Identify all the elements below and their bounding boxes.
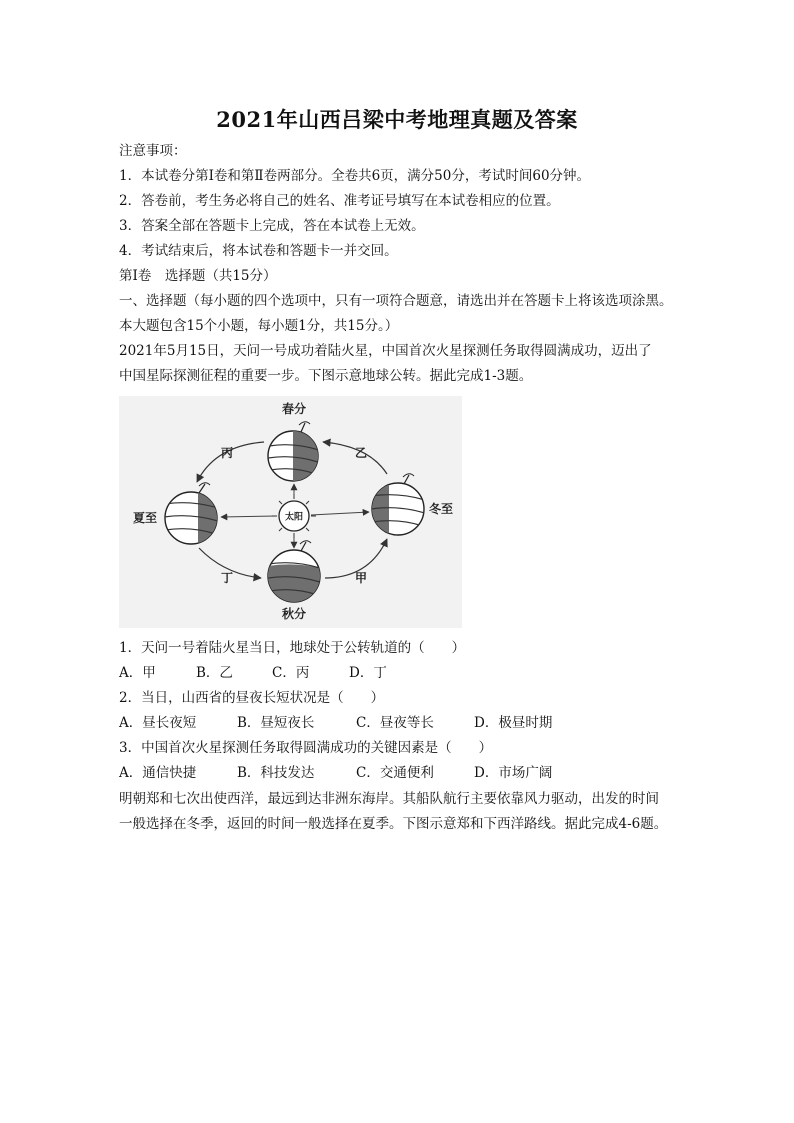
autumn-label: 秋分 [281, 607, 307, 621]
option: D．市场广阔 [474, 765, 553, 781]
option: C．丙 [272, 665, 310, 681]
position-bing-label: 丙 [220, 446, 234, 460]
position-ding-label: 丁 [220, 571, 234, 585]
passage-text: 明朝郑和七次出使西洋，最远到达非洲东海岸。其船队航行主要依靠风力驱动，出发的时间 [119, 791, 659, 807]
revolution-diagram [119, 396, 462, 628]
page-title: 2021年山西吕梁中考地理真题及答案 [216, 107, 578, 132]
earth-revolution-figure [119, 396, 462, 628]
question-stem: 3．中国首次火星探测任务取得圆满成功的关键因素是（ ） [119, 740, 493, 756]
option: B．乙 [196, 665, 233, 681]
question-stem: 1．天问一号着陆火星当日，地球处于公转轨道的（ ） [119, 640, 466, 656]
notice-item: 1．本试卷分第Ⅰ卷和第Ⅱ卷两部分。全卷共6页，满分50分，考试时间60分钟。 [119, 168, 591, 184]
notice-item: 4．考试结束后，将本试卷和答题卡一并交回。 [119, 243, 398, 259]
section-instruction: 一、选择题（每小题的四个选项中，只有一项符合题意，请选出并在答题卡上将该选项涂黑。 [119, 293, 673, 309]
option: A．甲 [119, 665, 156, 681]
option: C．交通便利 [356, 765, 434, 781]
notice-item: 2．答卷前，考生务必将自己的姓名、准考证号填写在本试卷相应的位置。 [119, 193, 560, 209]
section-title: 第Ⅰ卷 选择题（共15分） [119, 268, 277, 284]
sunlight-line [311, 512, 369, 515]
option: C．昼夜等长 [356, 715, 434, 731]
earth-summer-icon [164, 483, 228, 550]
winter-label: 冬至 [428, 502, 454, 516]
summer-label: 夏至 [132, 511, 158, 525]
question-stem: 2．当日，山西省的昼夜长短状况是（ ） [119, 690, 385, 706]
earth-spring-icon [268, 422, 323, 486]
option: B．昼短夜长 [237, 715, 315, 731]
option: A．昼长夜短 [119, 715, 197, 731]
passage-text: 一般选择在冬季，返回的时间一般选择在夏季。下图示意郑和下西洋路线。据此完成4-6题。 [119, 816, 668, 832]
position-yi-label: 乙 [354, 446, 368, 460]
position-jia-label: 甲 [354, 571, 368, 585]
passage-text: 2021年5月15日，天问一号成功着陆火星，中国首次火星探测任务取得圆满成功，迈出了 [119, 343, 652, 359]
spring-label: 春分 [281, 402, 307, 416]
earth-winter-icon [369, 474, 425, 542]
option: D．丁 [349, 665, 387, 681]
option: B．科技发达 [237, 765, 315, 781]
question-options [119, 663, 387, 683]
passage-text: 中国星际探测征程的重要一步。下图示意地球公转。据此完成1-3题。 [119, 368, 533, 384]
earth-autumn-icon [268, 541, 320, 604]
section-instruction: 本大题包含15个小题，每小题1分，共15分。） [119, 318, 399, 334]
notice-item: 3．答案全部在答题卡上完成，答在本试卷上无效。 [119, 218, 425, 234]
question-options [119, 763, 552, 783]
option: D．极昼时期 [474, 715, 553, 731]
sunlight-line [221, 516, 277, 517]
option: A．通信快捷 [119, 765, 197, 781]
notice-heading: 注意事项： [119, 143, 187, 159]
sun-label: 太阳 [284, 512, 304, 523]
question-options [119, 713, 552, 733]
